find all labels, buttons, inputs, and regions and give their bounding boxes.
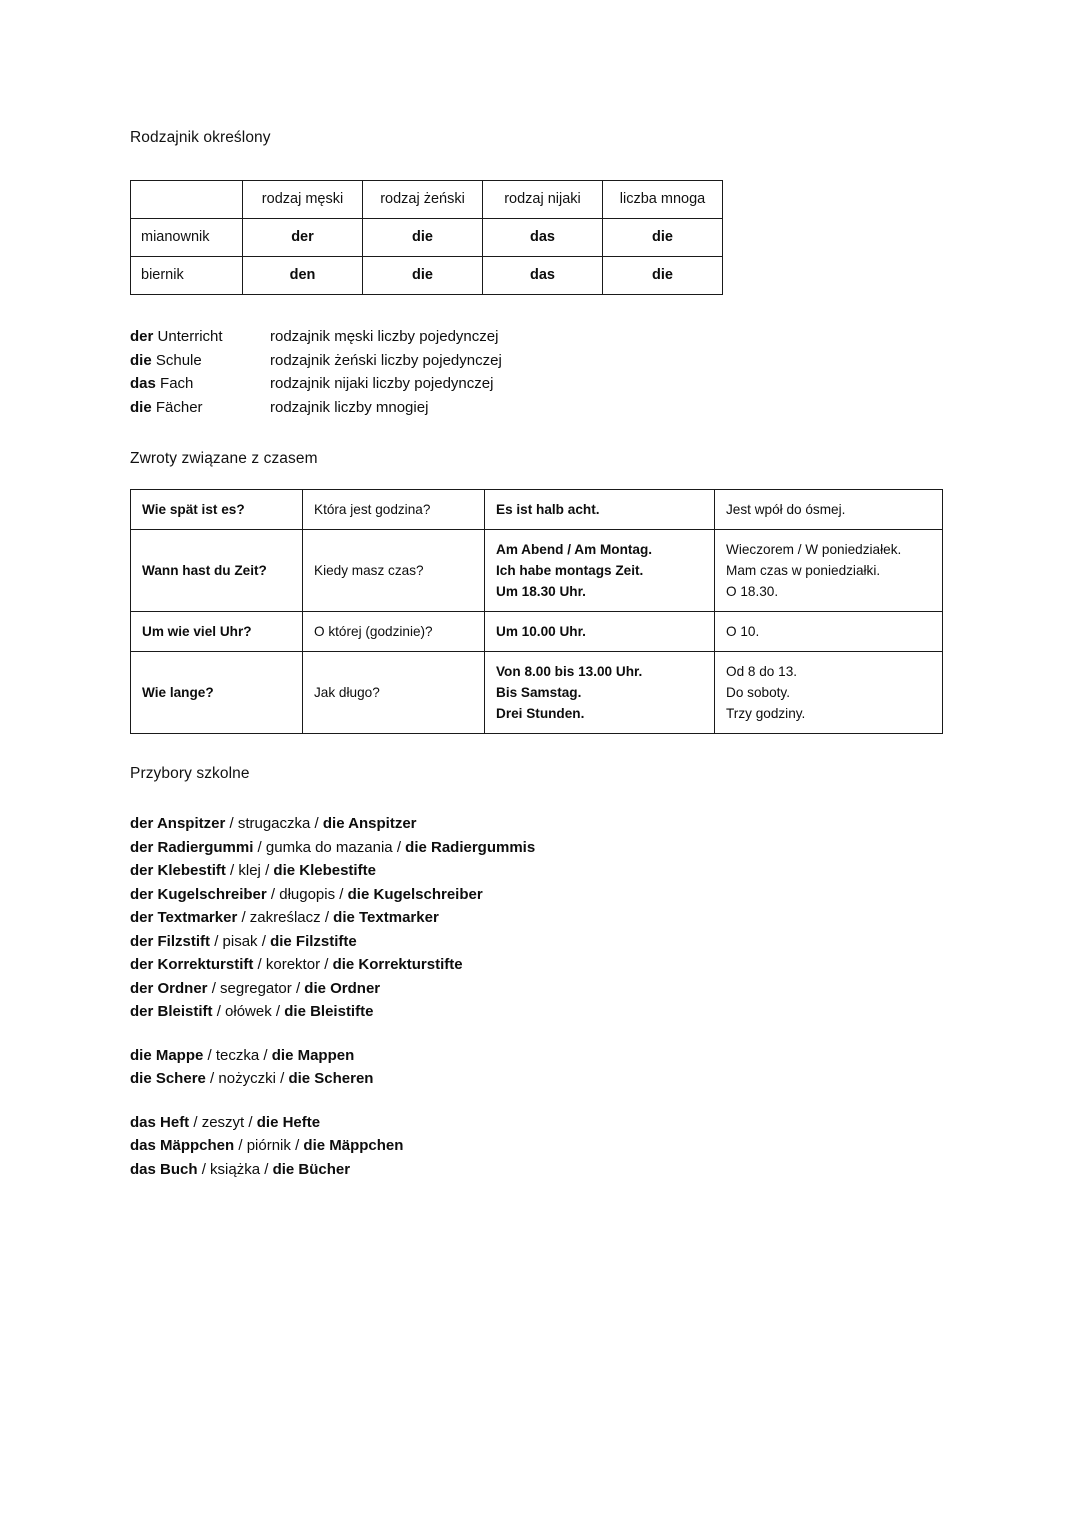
vocab-separator: / (241, 909, 246, 927)
time-answer-de-line: Bis Samstag. (496, 685, 582, 701)
vocab-translation: zeszyt (201, 1113, 245, 1131)
vocab-translation: piórnik (246, 1137, 291, 1155)
time-answer-pl-line: Trzy godziny. (726, 706, 806, 722)
article-example-term (130, 325, 270, 349)
time-answer-de (485, 490, 715, 530)
article-example-term (130, 349, 270, 373)
vocab-separator: / (257, 838, 262, 856)
time-answer-pl-line: Jest wpół do ósmej. (726, 502, 846, 518)
vocab-separator: / (230, 862, 235, 880)
table-row (131, 652, 943, 734)
articles-accusative-neuter: das (483, 257, 603, 295)
list-item (130, 1158, 940, 1182)
vocab-separator: / (216, 1003, 221, 1021)
vocab-separator: / (201, 1160, 206, 1178)
vocab-translation: zakreślacz (249, 909, 321, 927)
article-example-noun: Fach (160, 375, 194, 393)
vocab-translation: książka (210, 1160, 261, 1178)
vocab-plural: die Textmarker (333, 909, 439, 927)
list-item (130, 372, 940, 396)
list-item (130, 1067, 940, 1091)
vocab-separator: / (263, 1046, 268, 1064)
vocab-singular: der Textmarker (130, 909, 238, 927)
article-example-term (130, 372, 270, 396)
time-expressions-table (130, 489, 943, 734)
definite-articles-table (130, 180, 723, 295)
articles-header-plural: liczba mnoga (603, 181, 723, 219)
list-item (130, 977, 940, 1001)
articles-nominative-neuter: das (483, 219, 603, 257)
vocab-translation: korektor (265, 956, 321, 974)
vocab-translation: strugaczka (237, 815, 311, 833)
list-item (130, 906, 940, 930)
vocab-group-neuter (130, 1111, 940, 1182)
vocab-singular: der Kugelschreiber (130, 885, 267, 903)
time-answer-de (485, 652, 715, 734)
articles-section-heading: Rodzajnik określony (130, 129, 271, 146)
vocab-singular: das Heft (130, 1113, 190, 1131)
list-item (130, 859, 940, 883)
time-answer-pl-line: O 10. (726, 624, 760, 640)
list-item (130, 349, 940, 373)
time-answer-pl-line: Wieczorem / W poniedziałek. (726, 542, 902, 558)
vocab-plural: die Bleistifte (284, 1003, 374, 1021)
list-item (130, 1000, 940, 1024)
vocab-singular: der Klebestift (130, 862, 226, 880)
vocab-singular: der Filzstift (130, 932, 211, 950)
vocab-plural: die Anspitzer (322, 815, 417, 833)
time-answer-de-line: Drei Stunden. (496, 706, 585, 722)
vocab-plural: die Filzstifte (270, 932, 357, 950)
vocab-translation: gumka do mazania (265, 838, 393, 856)
articles-accusative-plural: die (603, 257, 723, 295)
vocab-singular: der Anspitzer (130, 815, 226, 833)
vocab-separator: / (295, 979, 301, 997)
article-example-noun: Schule (155, 351, 202, 369)
time-answer-pl (715, 612, 943, 652)
time-answer-de-line: Um 18.30 Uhr. (496, 584, 586, 600)
vocab-separator: / (396, 838, 401, 856)
time-answer-de-line: Um 10.00 Uhr. (496, 624, 586, 640)
vocab-group-masculine (130, 812, 940, 1024)
vocab-separator: / (339, 885, 344, 903)
list-item (130, 812, 940, 836)
article-example-description: rodzajnik żeński liczby pojedynczej (270, 351, 502, 369)
articles-accusative-masculine: den (243, 257, 363, 295)
articles-corner-cell (131, 181, 243, 219)
articles-nominative-plural: die (603, 219, 723, 257)
list-item (130, 1044, 940, 1068)
time-answer-pl (715, 530, 943, 612)
article-example-article: der (130, 328, 154, 346)
vocab-translation: ołówek (225, 1003, 272, 1021)
vocab-separator: / (210, 1070, 215, 1088)
article-example-article: die (130, 351, 152, 369)
list-item (130, 1111, 940, 1135)
vocab-singular: der Korrekturstift (130, 956, 254, 974)
vocab-translation: długopis (279, 885, 336, 903)
article-example-article: die (130, 398, 152, 416)
article-example-article: das (130, 375, 156, 393)
vocab-singular: die Mappe (130, 1046, 204, 1064)
article-example-description: rodzajnik nijaki liczby pojedynczej (270, 375, 494, 393)
vocab-translation: teczka (215, 1046, 260, 1064)
vocab-separator: / (270, 885, 276, 903)
article-example-description: rodzajnik męski liczby pojedynczej (270, 328, 499, 346)
article-example-noun: Unterricht (157, 328, 223, 346)
vocab-separator: / (238, 1137, 243, 1155)
vocab-separator: / (257, 956, 262, 974)
vocab-separator: / (265, 862, 270, 880)
vocab-translation: pisak (222, 932, 258, 950)
vocab-translation: nożyczki (218, 1070, 276, 1088)
vocab-singular: der Bleistift (130, 1003, 213, 1021)
time-question-de: Um wie viel Uhr? (131, 612, 303, 652)
list-item (130, 836, 940, 860)
time-question-pl: Kiedy masz czas? (303, 530, 485, 612)
time-answer-de-line: Ich habe montags Zeit. (496, 563, 644, 579)
school-supplies-list (130, 812, 940, 1181)
time-question-pl: Która jest godzina? (303, 490, 485, 530)
vocab-singular: der Radiergummi (130, 838, 254, 856)
vocab-separator: / (211, 979, 216, 997)
time-answer-de-line: Es ist halb acht. (496, 502, 600, 518)
articles-table-body (131, 181, 723, 295)
vocab-separator: / (324, 909, 329, 927)
articles-nominative-feminine: die (363, 219, 483, 257)
vocab-translation: klej (238, 862, 261, 880)
vocab-plural: die Ordner (304, 979, 381, 997)
vocab-singular: das Buch (130, 1160, 198, 1178)
vocab-separator: / (324, 956, 329, 974)
articles-header-neuter: rodzaj nijaki (483, 181, 603, 219)
article-example-noun: Fächer (155, 398, 203, 416)
time-answer-de-line: Von 8.00 bis 13.00 Uhr. (496, 664, 643, 680)
articles-row-label-nominative: mianownik (131, 219, 243, 257)
list-item (130, 396, 940, 420)
vocab-separator: / (261, 932, 266, 950)
vocab-plural: die Scheren (288, 1070, 374, 1088)
time-answer-de (485, 530, 715, 612)
vocab-separator: / (264, 1160, 269, 1178)
vocab-singular: der Ordner (130, 979, 208, 997)
vocab-separator: / (248, 1113, 253, 1131)
time-table-body (131, 490, 943, 734)
table-row (131, 612, 943, 652)
time-question-pl: Jak długo? (303, 652, 485, 734)
vocab-plural: die Mappen (271, 1046, 355, 1064)
vocab-group-feminine (130, 1044, 940, 1091)
vocab-plural: die Korrekturstifte (332, 956, 463, 974)
time-question-de: Wann hast du Zeit? (131, 530, 303, 612)
articles-header-feminine: rodzaj żeński (363, 181, 483, 219)
vocab-plural: die Bücher (272, 1160, 351, 1178)
list-item (130, 325, 940, 349)
supplies-section-heading: Przybory szkolne (130, 765, 250, 783)
list-item (130, 930, 940, 954)
vocab-plural: die Klebestifte (273, 862, 376, 880)
vocab-singular: das Mäppchen (130, 1137, 235, 1155)
vocab-separator: / (275, 1003, 281, 1021)
vocab-separator: / (229, 815, 234, 833)
vocab-plural: die Radiergummis (405, 838, 536, 856)
time-answer-de (485, 612, 715, 652)
vocab-separator: / (295, 1137, 300, 1155)
time-answer-pl (715, 652, 943, 734)
vocab-plural: die Hefte (256, 1113, 321, 1131)
article-example-term (130, 396, 270, 420)
list-item (130, 883, 940, 907)
table-row (131, 530, 943, 612)
time-answer-pl-line: Do soboty. (726, 685, 790, 701)
time-answer-pl (715, 490, 943, 530)
vocab-separator: / (314, 815, 319, 833)
articles-header-masculine: rodzaj męski (243, 181, 363, 219)
vocab-translation: segregator (220, 979, 292, 997)
time-question-de: Wie spät ist es? (131, 490, 303, 530)
table-row (131, 490, 943, 530)
time-section-heading: Zwroty związane z czasem (130, 450, 318, 468)
vocab-singular: die Schere (130, 1070, 206, 1088)
time-answer-pl-line: O 18.30. (726, 584, 779, 600)
table-header-row (131, 181, 723, 219)
articles-row-label-accusative: biernik (131, 257, 243, 295)
vocab-plural: die Kugelschreiber (347, 885, 483, 903)
article-examples-list (130, 325, 940, 419)
time-question-de: Wie lange? (131, 652, 303, 734)
vocab-separator: / (193, 1113, 198, 1131)
list-item (130, 953, 940, 977)
time-answer-pl-line: Mam czas w poniedziałki. (726, 563, 881, 579)
table-row (131, 257, 723, 295)
articles-accusative-feminine: die (363, 257, 483, 295)
vocab-separator: / (280, 1070, 285, 1088)
vocab-plural: die Mäppchen (303, 1137, 404, 1155)
vocab-separator: / (207, 1046, 212, 1064)
table-row (131, 219, 723, 257)
article-example-description: rodzajnik liczby mnogiej (270, 398, 429, 416)
time-answer-de-line: Am Abend / Am Montag. (496, 542, 653, 558)
vocab-separator: / (214, 932, 219, 950)
list-item (130, 1134, 940, 1158)
articles-nominative-masculine: der (243, 219, 363, 257)
time-answer-pl-line: Od 8 do 13. (726, 664, 798, 680)
time-question-pl: O której (godzinie)? (303, 612, 485, 652)
